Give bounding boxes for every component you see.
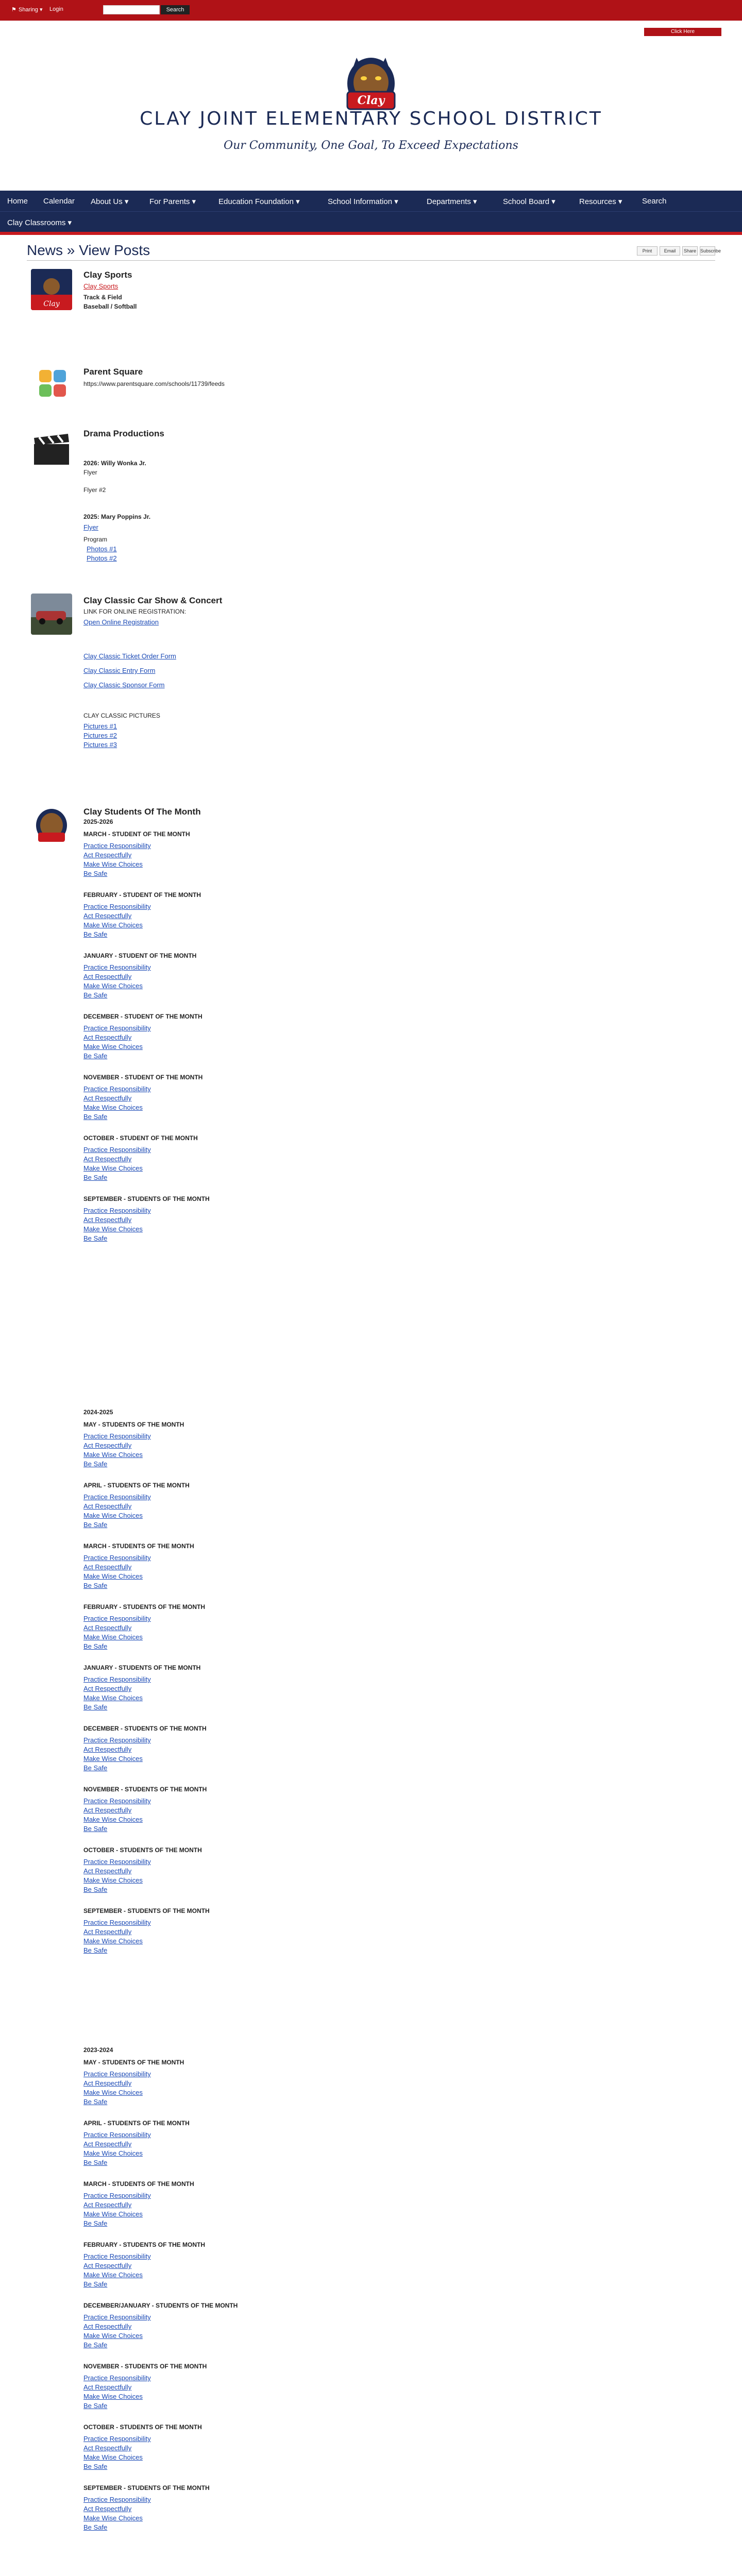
student-trait-link[interactable]: Be Safe [83,1052,108,1060]
student-trait-link[interactable]: Act Respectfully [83,1563,132,1571]
student-trait-link[interactable]: Be Safe [83,1521,108,1529]
student-trait-link[interactable]: Make Wise Choices [83,2393,143,2400]
student-trait-link[interactable]: Act Respectfully [83,1867,132,1875]
month-heading: JANUARY - STUDENTS OF THE MONTH [83,1664,201,1671]
student-trait-link[interactable]: Act Respectfully [83,2383,132,2391]
month-heading: DECEMBER - STUDENT OF THE MONTH [83,1013,203,1020]
student-trait-link[interactable]: Practice Responsibility [83,2252,151,2260]
sports-line: Baseball / Softball [83,303,137,310]
student-trait-link[interactable]: Be Safe [83,870,108,877]
student-trait-link[interactable]: Be Safe [83,1764,108,1772]
student-trait-link[interactable]: Be Safe [83,2098,108,2106]
month-heading: MAY - STUDENTS OF THE MONTH [83,2059,184,2066]
student-trait-link[interactable]: Practice Responsibility [83,963,151,971]
student-trait-link[interactable]: Be Safe [83,1825,108,1833]
student-trait-link[interactable]: Make Wise Choices [83,1694,143,1702]
car-show-form-link[interactable]: Clay Classic Ticket Order Form [83,652,176,660]
students-year: 2023-2024 [83,2046,113,2054]
search-input[interactable] [103,5,160,14]
nav-education-foundation[interactable]: Education Foundation ▾ [218,197,300,206]
student-trait-link[interactable]: Act Respectfully [83,851,132,859]
parent-square-icon [36,367,69,400]
student-trait-link[interactable]: Make Wise Choices [83,1633,143,1641]
student-trait-link[interactable]: Make Wise Choices [83,2089,143,2096]
student-trait-link[interactable]: Be Safe [83,1582,108,1589]
student-trait-link[interactable]: Act Respectfully [83,1033,132,1041]
student-trait-link[interactable]: Act Respectfully [83,2444,132,2452]
student-trait-link[interactable]: Practice Responsibility [83,1085,151,1093]
student-trait-link[interactable]: Act Respectfully [83,1745,132,1753]
school-name: CLAY JOINT ELEMENTARY SCHOOL DISTRICT [140,108,602,129]
student-trait-link[interactable]: Make Wise Choices [83,1104,143,1111]
student-trait-link[interactable]: Act Respectfully [83,973,132,980]
share-button[interactable]: Share [682,246,698,256]
student-trait-link[interactable]: Practice Responsibility [83,1554,151,1562]
student-trait-link[interactable]: Be Safe [83,1703,108,1711]
drama-show-2026: 2026: Willy Wonka Jr. [83,460,146,467]
student-trait-link[interactable]: Practice Responsibility [83,2374,151,2382]
month-heading: DECEMBER - STUDENTS OF THE MONTH [83,1725,207,1732]
students-thumbnail [31,804,72,845]
students-year: 2024-2025 [83,1409,113,1416]
student-trait-link[interactable]: Be Safe [83,1886,108,1893]
student-trait-link[interactable]: Practice Responsibility [83,2070,151,2078]
student-trait-link[interactable]: Practice Responsibility [83,1797,151,1805]
student-trait-link[interactable]: Practice Responsibility [83,1432,151,1440]
clay-sports-link[interactable]: Clay Sports [83,282,119,290]
student-trait-link[interactable]: Practice Responsibility [83,1736,151,1744]
post-title-drama: Drama Productions [83,429,164,438]
svg-text:Clay: Clay [43,300,60,308]
student-trait-link[interactable]: Be Safe [83,1642,108,1650]
student-trait-link[interactable]: Make Wise Choices [83,860,143,868]
nav-departments[interactable]: Departments ▾ [427,197,477,206]
student-trait-link[interactable]: Be Safe [83,2341,108,2349]
nav-about-us[interactable]: About Us ▾ [91,197,129,206]
car-show-pictures-label: CLAY CLASSIC PICTURES [83,712,160,719]
student-trait-link[interactable]: Make Wise Choices [83,2149,143,2157]
month-heading: MAY - STUDENTS OF THE MONTH [83,1421,184,1428]
student-trait-link[interactable]: Practice Responsibility [83,2192,151,2199]
student-trait-link[interactable]: Make Wise Choices [83,2271,143,2279]
student-trait-link[interactable]: Be Safe [83,1113,108,1121]
student-trait-link[interactable]: Be Safe [83,2402,108,2410]
month-heading: NOVEMBER - STUDENT OF THE MONTH [83,1074,203,1081]
student-trait-link[interactable]: Be Safe [83,1460,108,1468]
car-show-pictures-link[interactable]: Pictures #2 [83,732,117,739]
sports-thumbnail [31,269,72,310]
nav-calendar[interactable]: Calendar [43,197,75,206]
student-trait-link[interactable]: Act Respectfully [83,1502,132,1510]
login-link[interactable]: Login [49,6,63,12]
nav-clay-classrooms[interactable]: Clay Classrooms ▾ [7,218,72,227]
drama-clapperboard-icon [31,429,72,470]
student-trait-link[interactable]: Make Wise Choices [83,1876,143,1884]
student-trait-link[interactable]: Act Respectfully [83,1094,132,1102]
month-heading: APRIL - STUDENTS OF THE MONTH [83,1482,190,1489]
student-trait-link[interactable]: Practice Responsibility [83,2313,151,2321]
drama-photos-link[interactable]: Photos #2 [87,554,117,562]
nav-home[interactable]: Home [7,197,28,206]
student-trait-link[interactable]: Be Safe [83,1174,108,1181]
student-trait-link[interactable]: Be Safe [83,1946,108,1954]
student-trait-link[interactable]: Act Respectfully [83,1806,132,1814]
student-trait-link[interactable]: Make Wise Choices [83,2332,143,2340]
secondary-navigation [0,211,742,232]
subscribe-button[interactable]: Subscribe [700,246,715,256]
search-button[interactable]: Search [161,5,190,14]
nav-search[interactable]: Search [642,197,667,206]
car-show-pictures-link[interactable]: Pictures #3 [83,741,117,749]
drama-show-2025: 2025: Mary Poppins Jr. [83,513,151,520]
student-trait-link[interactable]: Act Respectfully [83,2140,132,2148]
site-header [0,36,742,191]
student-trait-link[interactable]: Act Respectfully [83,2201,132,2209]
top-red-button[interactable]: Click Here [644,28,721,36]
school-logo[interactable] [330,52,412,113]
drama-photos-link[interactable]: Photos #1 [87,545,117,553]
student-trait-link[interactable]: Act Respectfully [83,2323,132,2330]
student-trait-link[interactable]: Act Respectfully [83,1624,132,1632]
student-trait-link[interactable]: Make Wise Choices [83,2514,143,2522]
month-heading: SEPTEMBER - STUDENTS OF THE MONTH [83,1907,210,1914]
student-trait-link[interactable]: Practice Responsibility [83,1858,151,1866]
month-heading: SEPTEMBER - STUDENTS OF THE MONTH [83,1195,210,1202]
nav-school-board[interactable]: School Board ▾ [503,197,555,206]
student-trait-link[interactable]: Act Respectfully [83,1685,132,1692]
student-trait-link[interactable]: Make Wise Choices [83,1816,143,1823]
drama-item: Program [83,536,108,543]
student-trait-link[interactable]: Act Respectfully [83,912,132,920]
top-utility-bar [0,0,742,21]
month-heading: OCTOBER - STUDENTS OF THE MONTH [83,2424,202,2431]
student-trait-link[interactable]: Act Respectfully [83,2262,132,2269]
student-trait-link[interactable]: Act Respectfully [83,2079,132,2087]
month-heading: MARCH - STUDENTS OF THE MONTH [83,1543,194,1550]
student-trait-link[interactable]: Practice Responsibility [83,1024,151,1032]
student-trait-link[interactable]: Act Respectfully [83,1928,132,1936]
car-show-form-link[interactable]: Clay Classic Sponsor Form [83,681,165,689]
translate-icon[interactable]: ⚑ [11,7,16,13]
student-trait-link[interactable]: Make Wise Choices [83,1225,143,1233]
month-heading: SEPTEMBER - STUDENTS OF THE MONTH [83,2484,210,2492]
student-trait-link[interactable]: Practice Responsibility [83,2435,151,2443]
car-show-registration-label: LINK FOR ONLINE REGISTRATION: [83,608,187,615]
print-button[interactable]: Print [637,246,657,256]
drama-item: Flyer [83,469,97,476]
email-button[interactable]: Email [660,246,680,256]
car-show-registration-link[interactable]: Open Online Registration [83,618,159,626]
student-trait-link[interactable]: Practice Responsibility [83,1207,151,1214]
post-title-parent-square: Parent Square [83,367,143,377]
student-trait-link[interactable]: Be Safe [83,930,108,938]
month-heading: OCTOBER - STUDENT OF THE MONTH [83,1134,198,1142]
month-heading: OCTOBER - STUDENTS OF THE MONTH [83,1846,202,1854]
student-trait-link[interactable]: Practice Responsibility [83,842,151,850]
student-trait-link[interactable]: Be Safe [83,2159,108,2166]
student-trait-link[interactable]: Make Wise Choices [83,1937,143,1945]
student-trait-link[interactable]: Make Wise Choices [83,1755,143,1762]
title-divider [27,260,715,261]
nav-resources[interactable]: Resources ▾ [579,197,622,206]
students-year: 2025-2026 [83,818,113,825]
student-trait-link[interactable]: Practice Responsibility [83,903,151,910]
student-trait-link[interactable]: Make Wise Choices [83,1164,143,1172]
month-heading: DECEMBER/JANUARY - STUDENTS OF THE MONTH [83,2302,238,2309]
student-trait-link[interactable]: Make Wise Choices [83,1512,143,1519]
post-title-students: Clay Students Of The Month [83,807,201,817]
month-heading: JANUARY - STUDENT OF THE MONTH [83,952,197,959]
post-title-sports: Clay Sports [83,270,132,280]
student-trait-link[interactable]: Be Safe [83,2463,108,2470]
drama-item: Flyer #2 [83,486,106,494]
parent-square-url: https://www.parentsquare.com/schools/11739/feeds [83,380,225,387]
student-trait-link[interactable]: Be Safe [83,2280,108,2288]
month-heading: NOVEMBER - STUDENTS OF THE MONTH [83,2363,207,2370]
sharing-menu[interactable]: Sharing ▾ [19,7,43,13]
month-heading: FEBRUARY - STUDENTS OF THE MONTH [83,2241,205,2248]
student-trait-link[interactable]: Practice Responsibility [83,1615,151,1622]
car-show-thumbnail [31,594,72,635]
nav-school-information[interactable]: School Information ▾ [328,197,398,206]
student-trait-link[interactable]: Practice Responsibility [83,2496,151,2503]
car-show-pictures-link[interactable]: Pictures #1 [83,722,117,730]
student-trait-link[interactable]: Make Wise Choices [83,2210,143,2218]
main-navigation [0,191,742,211]
student-trait-link[interactable]: Be Safe [83,991,108,999]
student-trait-link[interactable]: Practice Responsibility [83,2131,151,2139]
school-tagline: Our Community, One Goal, To Exceed Expectations [224,139,518,152]
month-heading: MARCH - STUDENT OF THE MONTH [83,831,190,838]
month-heading: FEBRUARY - STUDENT OF THE MONTH [83,891,201,899]
student-trait-link[interactable]: Act Respectfully [83,2505,132,2513]
student-trait-link[interactable]: Make Wise Choices [83,921,143,929]
drama-link[interactable]: Flyer [83,523,98,531]
student-trait-link[interactable]: Be Safe [83,1234,108,1242]
student-trait-link[interactable]: Make Wise Choices [83,982,143,990]
nav-for-parents[interactable]: For Parents ▾ [149,197,196,206]
page-title: News » View Posts [27,242,150,258]
student-trait-link[interactable]: Act Respectfully [83,1442,132,1449]
month-heading: MARCH - STUDENTS OF THE MONTH [83,2180,194,2188]
post-title-car-show: Clay Classic Car Show & Concert [83,596,223,605]
student-trait-link[interactable]: Make Wise Choices [83,1043,143,1050]
student-trait-link[interactable]: Act Respectfully [83,1155,132,1163]
month-heading: NOVEMBER - STUDENTS OF THE MONTH [83,1786,207,1793]
nav-accent-bar [0,232,742,235]
student-trait-link[interactable]: Make Wise Choices [83,2453,143,2461]
student-trait-link[interactable]: Be Safe [83,2219,108,2227]
student-trait-link[interactable]: Practice Responsibility [83,1146,151,1154]
student-trait-link[interactable]: Make Wise Choices [83,1451,143,1459]
student-trait-link[interactable]: Practice Responsibility [83,1493,151,1501]
sports-line: Track & Field [83,294,122,301]
student-trait-link[interactable]: Practice Responsibility [83,1675,151,1683]
student-trait-link[interactable]: Practice Responsibility [83,1919,151,1926]
student-trait-link[interactable]: Make Wise Choices [83,1572,143,1580]
student-trait-link[interactable]: Be Safe [83,2523,108,2531]
svg-text:Clay: Clay [357,94,385,107]
month-heading: FEBRUARY - STUDENTS OF THE MONTH [83,1603,205,1611]
student-trait-link[interactable]: Act Respectfully [83,1216,132,1224]
car-show-form-link[interactable]: Clay Classic Entry Form [83,667,156,674]
month-heading: APRIL - STUDENTS OF THE MONTH [83,2120,190,2127]
